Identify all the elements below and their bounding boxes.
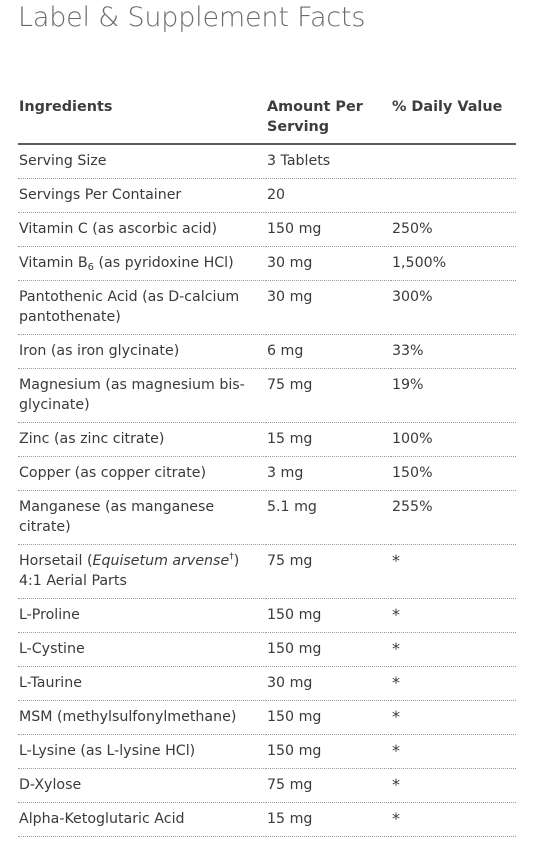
daily-value-cell: 250% [391,213,516,247]
table-row [18,281,516,335]
daily-value-cell: 255% [391,491,516,545]
header-ingredients: Ingredients [18,92,266,144]
daily-value-cell: * [391,667,516,701]
amount-cell: 150 mg [266,633,391,667]
ingredient-cell: Copper (as copper citrate) [18,457,266,491]
daily-value-cell: 1,500% [391,247,516,281]
ingredient-cell [18,247,266,281]
amount-cell: 3 mg [266,457,391,491]
daily-value-cell [391,144,516,179]
amount-cell: 150 mg [266,701,391,735]
daily-value-cell: * [391,599,516,633]
amount-cell: 20 [266,179,391,213]
ingredient-cell: Serving Size [18,144,266,179]
ingredient-cell: Pantothenic Acid (as D-calcium pantothenate) [18,281,266,335]
ingredient-latin-name: Equisetum arvense [92,553,230,569]
daily-value-cell: * [391,701,516,735]
amount-cell: 6 mg [266,335,391,369]
table-row [18,769,516,803]
table-row [18,545,516,599]
ingredient-cell: L-Cystine [18,633,266,667]
table-row [18,633,516,667]
ingredient-cell: L-Lysine (as L-lysine HCl) [18,735,266,769]
ingredient-text: Horsetail ( [19,553,93,569]
table-row [18,701,516,735]
ingredient-text-suffix: (as pyridoxine HCl) [93,255,234,271]
table-row [18,335,516,369]
table-row [18,369,516,423]
table-row [18,803,516,837]
header-daily-value: % Daily Value [391,92,516,144]
ingredient-cell: L-Proline [18,599,266,633]
ingredient-cell: Zinc (as zinc citrate) [18,423,266,457]
amount-cell: 75 mg [266,769,391,803]
table-row [18,457,516,491]
table-row [18,179,516,213]
ingredient-cell: D-Xylose [18,769,266,803]
table-row [18,667,516,701]
dagger-superscript: † [229,552,234,562]
ingredient-cell: Iron (as iron glycinate) [18,335,266,369]
ingredient-cell: Magnesium (as magnesium bis-glycinate) [18,369,266,423]
ingredient-cell [18,545,266,599]
daily-value-cell: 300% [391,281,516,335]
header-amount-per-serving [266,92,391,144]
ingredient-text-suffix: ) 4:1 Aerial Parts [19,553,240,589]
amount-cell: 150 mg [266,599,391,633]
daily-value-cell: 150% [391,457,516,491]
amount-cell: 30 mg [266,247,391,281]
ingredient-cell: L-Taurine [18,667,266,701]
amount-cell: 15 mg [266,423,391,457]
amount-cell: 3 Tablets [266,144,391,179]
header-amount-line1: Amount Per [267,99,363,115]
daily-value-cell: * [391,803,516,837]
ingredient-cell: Servings Per Container [18,179,266,213]
amount-cell: 30 mg [266,667,391,701]
daily-value-cell: 100% [391,423,516,457]
amount-cell: 15 mg [266,803,391,837]
daily-value-cell: 19% [391,369,516,423]
table-row [18,735,516,769]
ingredient-cell: MSM (methylsulfonylmethane) [18,701,266,735]
daily-value-cell: 33% [391,335,516,369]
daily-value-cell: * [391,545,516,599]
amount-cell: 150 mg [266,735,391,769]
table-header-row [18,92,516,144]
table-row [18,423,516,457]
supplement-facts-table [18,92,516,837]
table-row [18,491,516,545]
amount-cell: 5.1 mg [266,491,391,545]
amount-cell: 30 mg [266,281,391,335]
amount-cell: 75 mg [266,369,391,423]
header-amount-line2: Serving [267,119,330,135]
daily-value-cell [391,179,516,213]
ingredient-text: Vitamin B [19,255,88,271]
table-row [18,247,516,281]
table-row [18,599,516,633]
ingredient-cell: Vitamin C (as ascorbic acid) [18,213,266,247]
ingredient-subscript: 6 [87,262,94,273]
daily-value-cell: * [391,735,516,769]
daily-value-cell: * [391,769,516,803]
table-row [18,144,516,179]
ingredient-cell: Manganese (as manganese citrate) [18,491,266,545]
ingredient-cell: Alpha-Ketoglutaric Acid [18,803,266,837]
amount-cell: 75 mg [266,545,391,599]
daily-value-cell: * [391,633,516,667]
page-title: Label & Supplement Facts [18,2,366,33]
amount-cell: 150 mg [266,213,391,247]
table-row [18,213,516,247]
